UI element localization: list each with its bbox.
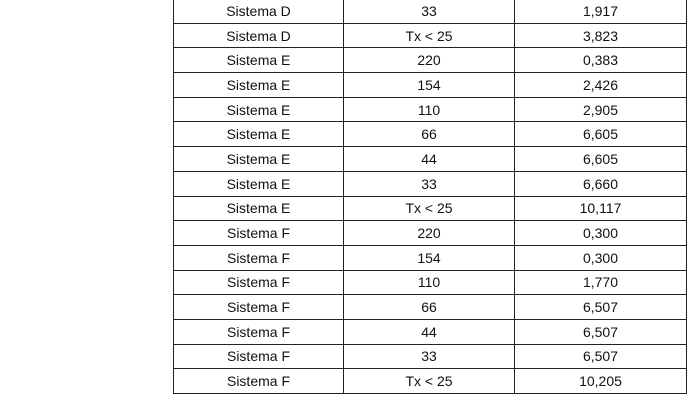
system-cell: Sistema F	[174, 369, 344, 394]
table-row	[174, 147, 687, 172]
table-row	[174, 23, 687, 48]
system-cell: Sistema D	[174, 0, 344, 23]
system-cell: Sistema F	[174, 221, 344, 246]
table-row	[174, 344, 687, 369]
value-cell: 6,507	[515, 295, 687, 320]
table-row	[174, 319, 687, 344]
system-cell: Sistema D	[174, 23, 344, 48]
value-cell: 2,905	[515, 97, 687, 122]
system-cell: Sistema E	[174, 196, 344, 221]
value-cell: 6,507	[515, 344, 687, 369]
table-row	[174, 295, 687, 320]
table-row	[174, 245, 687, 270]
voltage-cell: 66	[344, 295, 515, 320]
voltage-cell: 220	[344, 48, 515, 73]
table-row	[174, 221, 687, 246]
voltage-cell: 33	[344, 0, 515, 23]
value-cell: 2,426	[515, 73, 687, 98]
value-cell: 6,660	[515, 171, 687, 196]
table-row	[174, 73, 687, 98]
system-cell: Sistema F	[174, 245, 344, 270]
table-row	[174, 369, 687, 394]
voltage-cell: 66	[344, 122, 515, 147]
voltage-cell: 44	[344, 147, 515, 172]
voltage-cell: 154	[344, 245, 515, 270]
system-cell: Sistema F	[174, 270, 344, 295]
voltage-cell: 110	[344, 270, 515, 295]
voltage-cell: 33	[344, 171, 515, 196]
voltage-cell: 220	[344, 221, 515, 246]
value-cell: 1,770	[515, 270, 687, 295]
data-table	[173, 0, 687, 394]
value-cell: 6,605	[515, 122, 687, 147]
value-cell: 0,300	[515, 221, 687, 246]
value-cell: 1,917	[515, 0, 687, 23]
system-cell: Sistema E	[174, 48, 344, 73]
value-cell: 3,823	[515, 23, 687, 48]
value-cell: 10,205	[515, 369, 687, 394]
system-cell: Sistema E	[174, 73, 344, 98]
system-cell: Sistema E	[174, 171, 344, 196]
voltage-cell: 154	[344, 73, 515, 98]
value-cell: 6,605	[515, 147, 687, 172]
voltage-cell: 110	[344, 97, 515, 122]
system-cell: Sistema E	[174, 147, 344, 172]
table-row	[174, 196, 687, 221]
table-row	[174, 48, 687, 73]
value-cell: 6,507	[515, 319, 687, 344]
voltage-cell: Tx < 25	[344, 196, 515, 221]
system-cell: Sistema F	[174, 295, 344, 320]
table-row	[174, 122, 687, 147]
table-row	[174, 171, 687, 196]
table-body	[174, 0, 687, 394]
system-cell: Sistema F	[174, 319, 344, 344]
voltage-cell: Tx < 25	[344, 369, 515, 394]
value-cell: 10,117	[515, 196, 687, 221]
data-table-container	[173, 0, 686, 394]
voltage-cell: Tx < 25	[344, 23, 515, 48]
table-row	[174, 270, 687, 295]
table-row	[174, 0, 687, 23]
value-cell: 0,300	[515, 245, 687, 270]
system-cell: Sistema F	[174, 344, 344, 369]
voltage-cell: 33	[344, 344, 515, 369]
system-cell: Sistema E	[174, 97, 344, 122]
voltage-cell: 44	[344, 319, 515, 344]
system-cell: Sistema E	[174, 122, 344, 147]
value-cell: 0,383	[515, 48, 687, 73]
table-row	[174, 97, 687, 122]
